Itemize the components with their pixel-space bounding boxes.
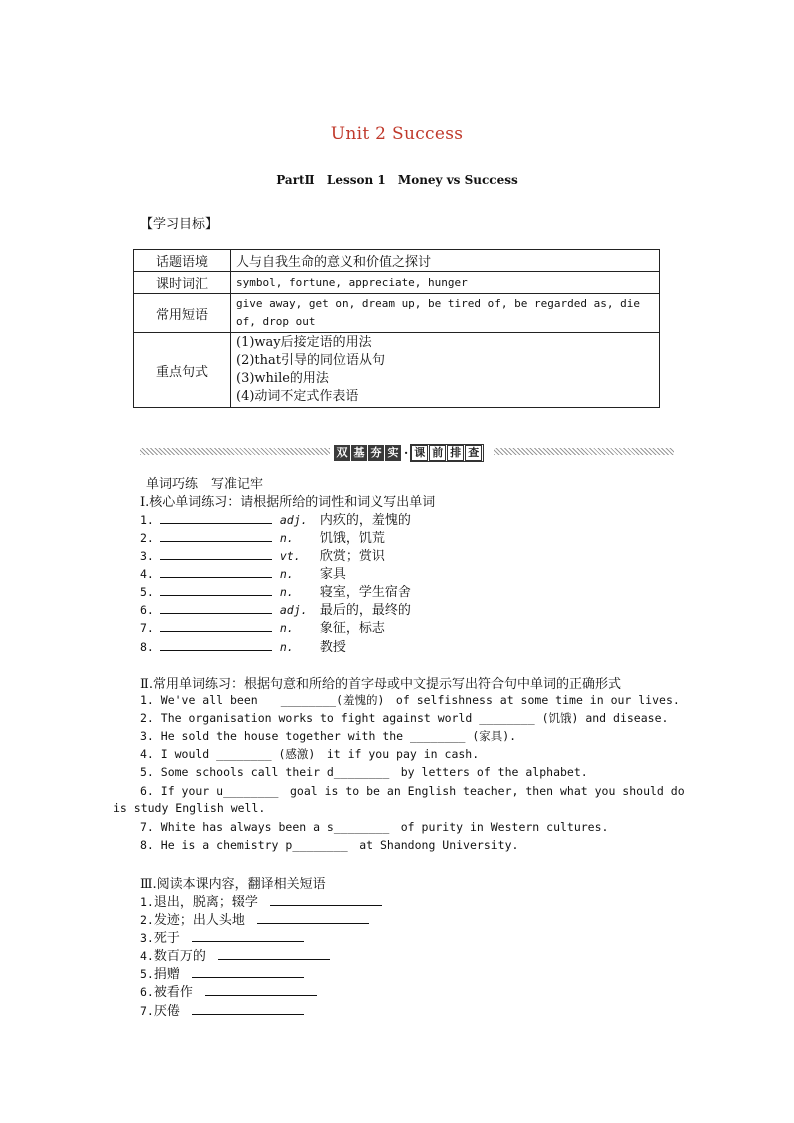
key-pattern: (3)while的用法: [236, 371, 329, 386]
lesson-subtitle: [0, 173, 794, 187]
banner-char: 双: [334, 445, 350, 461]
banner-char: 排: [447, 445, 464, 461]
page-title: Unit 2 Success: [330, 124, 464, 144]
key-pattern: (1)way后接定语的用法: [236, 335, 372, 350]
part1-title: Ⅰ.核心单词练习：请根据所给的词性和词义写出单词: [140, 495, 436, 510]
row-label: 常用短语: [134, 294, 231, 333]
row-value: 人与自我生命的意义和价值之探讨: [231, 250, 660, 272]
answer-blank[interactable]: [160, 619, 272, 632]
vocab-item: 8. n. 教授: [140, 640, 346, 655]
sentence-item: 7. White has always been a s________ of purity in Western cultures.: [140, 820, 609, 834]
row-value: symbol, fortune, appreciate, hunger: [231, 272, 660, 294]
phrase-item: 4.数百万的: [140, 945, 330, 964]
lesson-label: Lesson 1: [326, 173, 386, 187]
vocab-item: 5. n. 寝室，学生宿舍: [140, 585, 411, 600]
row-label: 重点句式: [134, 333, 231, 408]
phrase-item: 5.捐赠: [140, 963, 304, 982]
row-label: 话题语境: [134, 250, 231, 272]
banner-char: 基: [351, 445, 367, 461]
row-label: 课时词汇: [134, 272, 231, 294]
banner-hatch-left: [140, 448, 330, 455]
answer-blank[interactable]: [257, 911, 369, 924]
banner-group-2: [410, 444, 484, 462]
answer-blank[interactable]: [270, 893, 382, 906]
answer-blank[interactable]: [192, 929, 304, 942]
phrase-item: 3.死于: [140, 927, 304, 946]
table-row: [134, 250, 660, 272]
goals-table: [133, 249, 660, 408]
table-row: [134, 272, 660, 294]
banner-char: 实: [385, 445, 401, 461]
goals-heading: 【学习目标】: [140, 217, 219, 232]
sentence-item: 1. We've all been ________(羞愧的) of selfishness at some time in our lives.: [140, 693, 680, 707]
answer-blank[interactable]: [192, 1002, 304, 1015]
key-pattern: (2)that引导的同位语从句: [236, 353, 385, 368]
vocab-item: 2. n. 饥饿，饥荒: [140, 531, 385, 546]
sentence-item: 4. I would ________ (感激) it if you pay in cash.: [140, 747, 480, 761]
banner-char: 课: [411, 445, 428, 461]
answer-blank[interactable]: [160, 529, 272, 542]
phrase-item: 6.被看作: [140, 981, 317, 1000]
banner-char: 夯: [368, 445, 384, 461]
banner-chips: [334, 444, 484, 462]
answer-blank[interactable]: [160, 547, 272, 560]
sentence-item: 5. Some schools call their d________ by letters of the alphabet.: [140, 765, 588, 779]
sentence-item: 2. The organisation works to fight against world ________ (饥饿) and disease.: [140, 711, 669, 725]
sentence-item-continued: is study English well.: [113, 801, 266, 815]
phrase-item: 2.发迹；出人头地: [140, 909, 369, 928]
vocab-item: 3. vt. 欣赏；赏识: [140, 549, 385, 564]
banner-separator: ·: [404, 446, 409, 460]
answer-blank[interactable]: [160, 601, 272, 614]
table-row: [134, 294, 660, 333]
answer-blank[interactable]: [160, 638, 272, 651]
banner-hatch-right: [494, 448, 674, 455]
vocab-item: 7. n. 象征，标志: [140, 621, 385, 636]
part-label: PartⅡ: [276, 173, 315, 187]
sentence-item: 8. He is a chemistry p________ at Shandong University.: [140, 838, 519, 852]
sentence-item: 3. He sold the house together with the ________ (家具).: [140, 729, 517, 743]
phrase-item: 1.退出，脱离；辍学: [140, 891, 382, 910]
answer-blank[interactable]: [160, 511, 272, 524]
part2-title: Ⅱ.常用单词练习：根据句意和所给的首字母或中文提示写出符合句中单词的正确形式: [140, 677, 621, 692]
vocab-item: 4. n. 家具: [140, 567, 346, 582]
table-row: [134, 333, 660, 408]
answer-blank[interactable]: [218, 947, 330, 960]
section-heading: 单词巧练 写准记牢: [146, 477, 264, 492]
answer-blank[interactable]: [205, 983, 317, 996]
answer-blank[interactable]: [192, 965, 304, 978]
vocab-item: 6. adj. 最后的，最终的: [140, 603, 411, 618]
sentence-item: 6. If your u________ goal is to be an English teacher, then what you should do: [140, 784, 685, 798]
vocab-item: 1. adj. 内疚的，羞愧的: [140, 513, 411, 528]
row-value: [231, 333, 660, 408]
answer-blank[interactable]: [160, 565, 272, 578]
banner-char: 前: [429, 445, 446, 461]
section-banner: [140, 444, 674, 460]
topic-label: Money vs Success: [397, 173, 518, 187]
part3-title: Ⅲ.阅读本课内容，翻译相关短语: [140, 877, 326, 892]
banner-char: 查: [465, 445, 482, 461]
answer-blank[interactable]: [160, 583, 272, 596]
row-value: give away, get on, dream up, be tired of, be regarded as, die of, drop out: [231, 294, 660, 333]
phrase-item: 7.厌倦: [140, 1000, 304, 1019]
key-pattern: (4)动词不定式作表语: [236, 389, 359, 404]
